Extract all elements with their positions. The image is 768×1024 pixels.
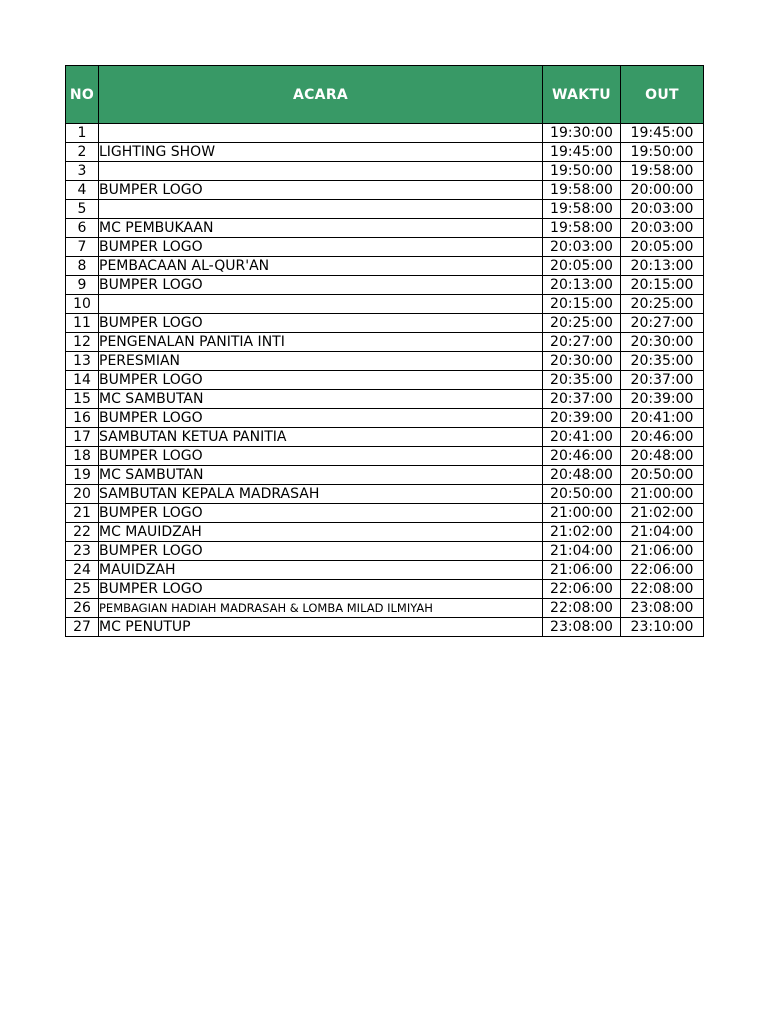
row-number: 17 bbox=[66, 428, 99, 447]
row-acara: BUMPER LOGO bbox=[99, 447, 543, 466]
row-acara: BUMPER LOGO bbox=[99, 238, 543, 257]
row-waktu: 22:08:00 bbox=[543, 599, 621, 618]
header-no: NO bbox=[66, 66, 99, 124]
row-waktu: 20:15:00 bbox=[543, 295, 621, 314]
row-waktu: 20:13:00 bbox=[543, 276, 621, 295]
row-waktu: 19:30:00 bbox=[543, 124, 621, 143]
row-out: 19:45:00 bbox=[621, 124, 704, 143]
row-acara: BUMPER LOGO bbox=[99, 276, 543, 295]
row-acara bbox=[99, 200, 543, 219]
table-row bbox=[66, 561, 704, 580]
table-row bbox=[66, 504, 704, 523]
row-waktu: 20:27:00 bbox=[543, 333, 621, 352]
row-waktu: 22:06:00 bbox=[543, 580, 621, 599]
table-row bbox=[66, 447, 704, 466]
row-out: 20:39:00 bbox=[621, 390, 704, 409]
row-acara: PEMBAGIAN HADIAH MADRASAH & LOMBA MILAD ILMIYAH bbox=[99, 599, 543, 618]
row-acara: BUMPER LOGO bbox=[99, 181, 543, 200]
row-number: 12 bbox=[66, 333, 99, 352]
table-row bbox=[66, 409, 704, 428]
row-out: 21:00:00 bbox=[621, 485, 704, 504]
row-number: 5 bbox=[66, 200, 99, 219]
row-acara: BUMPER LOGO bbox=[99, 314, 543, 333]
row-waktu: 19:58:00 bbox=[543, 200, 621, 219]
row-number: 26 bbox=[66, 599, 99, 618]
row-acara: MC SAMBUTAN bbox=[99, 466, 543, 485]
row-out: 22:08:00 bbox=[621, 580, 704, 599]
table-row bbox=[66, 219, 704, 238]
row-number: 18 bbox=[66, 447, 99, 466]
row-number: 10 bbox=[66, 295, 99, 314]
row-waktu: 20:05:00 bbox=[543, 257, 621, 276]
row-number: 1 bbox=[66, 124, 99, 143]
table-row bbox=[66, 618, 704, 637]
row-out: 20:48:00 bbox=[621, 447, 704, 466]
table-row bbox=[66, 352, 704, 371]
row-out: 20:05:00 bbox=[621, 238, 704, 257]
table-row bbox=[66, 333, 704, 352]
row-number: 15 bbox=[66, 390, 99, 409]
row-acara: BUMPER LOGO bbox=[99, 371, 543, 390]
row-number: 11 bbox=[66, 314, 99, 333]
row-out: 19:58:00 bbox=[621, 162, 704, 181]
row-number: 3 bbox=[66, 162, 99, 181]
row-waktu: 19:58:00 bbox=[543, 219, 621, 238]
row-waktu: 19:45:00 bbox=[543, 143, 621, 162]
row-number: 20 bbox=[66, 485, 99, 504]
row-waktu: 20:48:00 bbox=[543, 466, 621, 485]
table-row bbox=[66, 181, 704, 200]
table-row bbox=[66, 124, 704, 143]
header-row bbox=[66, 66, 704, 124]
row-acara: SAMBUTAN KEPALA MADRASAH bbox=[99, 485, 543, 504]
row-out: 20:50:00 bbox=[621, 466, 704, 485]
row-number: 24 bbox=[66, 561, 99, 580]
table-row bbox=[66, 314, 704, 333]
row-acara: MC PENUTUP bbox=[99, 618, 543, 637]
row-out: 23:10:00 bbox=[621, 618, 704, 637]
row-acara: SAMBUTAN KETUA PANITIA bbox=[99, 428, 543, 447]
table-row bbox=[66, 143, 704, 162]
row-number: 8 bbox=[66, 257, 99, 276]
row-out: 21:02:00 bbox=[621, 504, 704, 523]
table-row bbox=[66, 371, 704, 390]
row-acara: BUMPER LOGO bbox=[99, 409, 543, 428]
row-acara: MAUIDZAH bbox=[99, 561, 543, 580]
row-number: 16 bbox=[66, 409, 99, 428]
row-acara: BUMPER LOGO bbox=[99, 504, 543, 523]
table-row bbox=[66, 428, 704, 447]
row-out: 20:03:00 bbox=[621, 219, 704, 238]
row-out: 19:50:00 bbox=[621, 143, 704, 162]
row-number: 4 bbox=[66, 181, 99, 200]
row-acara: MC SAMBUTAN bbox=[99, 390, 543, 409]
row-number: 13 bbox=[66, 352, 99, 371]
row-out: 20:30:00 bbox=[621, 333, 704, 352]
row-waktu: 20:25:00 bbox=[543, 314, 621, 333]
row-waktu: 19:50:00 bbox=[543, 162, 621, 181]
row-out: 21:04:00 bbox=[621, 523, 704, 542]
table-row bbox=[66, 466, 704, 485]
row-number: 6 bbox=[66, 219, 99, 238]
row-number: 19 bbox=[66, 466, 99, 485]
row-number: 21 bbox=[66, 504, 99, 523]
row-out: 20:41:00 bbox=[621, 409, 704, 428]
row-acara: PENGENALAN PANITIA INTI bbox=[99, 333, 543, 352]
row-out: 20:15:00 bbox=[621, 276, 704, 295]
row-number: 22 bbox=[66, 523, 99, 542]
row-acara: BUMPER LOGO bbox=[99, 542, 543, 561]
row-number: 14 bbox=[66, 371, 99, 390]
row-waktu: 21:00:00 bbox=[543, 504, 621, 523]
row-waktu: 19:58:00 bbox=[543, 181, 621, 200]
row-out: 20:13:00 bbox=[621, 257, 704, 276]
row-number: 25 bbox=[66, 580, 99, 599]
row-out: 23:08:00 bbox=[621, 599, 704, 618]
row-acara: PERESMIAN bbox=[99, 352, 543, 371]
row-waktu: 21:06:00 bbox=[543, 561, 621, 580]
table-row bbox=[66, 295, 704, 314]
row-waktu: 21:04:00 bbox=[543, 542, 621, 561]
table-row bbox=[66, 599, 704, 618]
header-out: OUT bbox=[621, 66, 704, 124]
header-acara: ACARA bbox=[99, 66, 543, 124]
row-number: 7 bbox=[66, 238, 99, 257]
row-acara: MC MAUIDZAH bbox=[99, 523, 543, 542]
row-out: 20:25:00 bbox=[621, 295, 704, 314]
row-waktu: 20:03:00 bbox=[543, 238, 621, 257]
row-out: 20:46:00 bbox=[621, 428, 704, 447]
row-acara: LIGHTING SHOW bbox=[99, 143, 543, 162]
row-waktu: 20:39:00 bbox=[543, 409, 621, 428]
row-waktu: 20:37:00 bbox=[543, 390, 621, 409]
row-acara: MC PEMBUKAAN bbox=[99, 219, 543, 238]
row-number: 27 bbox=[66, 618, 99, 637]
row-waktu: 21:02:00 bbox=[543, 523, 621, 542]
table-row bbox=[66, 257, 704, 276]
row-waktu: 20:30:00 bbox=[543, 352, 621, 371]
table-row bbox=[66, 580, 704, 599]
row-number: 9 bbox=[66, 276, 99, 295]
row-number: 2 bbox=[66, 143, 99, 162]
header-waktu: WAKTU bbox=[543, 66, 621, 124]
row-acara: BUMPER LOGO bbox=[99, 580, 543, 599]
table-row bbox=[66, 542, 704, 561]
row-waktu: 23:08:00 bbox=[543, 618, 621, 637]
row-waktu: 20:41:00 bbox=[543, 428, 621, 447]
row-out: 20:35:00 bbox=[621, 352, 704, 371]
row-out: 21:06:00 bbox=[621, 542, 704, 561]
row-waktu: 20:35:00 bbox=[543, 371, 621, 390]
row-acara bbox=[99, 124, 543, 143]
row-acara bbox=[99, 295, 543, 314]
table-row bbox=[66, 276, 704, 295]
row-out: 20:03:00 bbox=[621, 200, 704, 219]
table-row bbox=[66, 162, 704, 181]
schedule-table bbox=[65, 65, 704, 637]
row-acara bbox=[99, 162, 543, 181]
row-waktu: 20:46:00 bbox=[543, 447, 621, 466]
row-acara: PEMBACAAN AL-QUR'AN bbox=[99, 257, 543, 276]
schedule-sheet bbox=[65, 65, 703, 637]
table-row bbox=[66, 238, 704, 257]
table-row bbox=[66, 485, 704, 504]
schedule-body bbox=[66, 124, 704, 637]
row-out: 22:06:00 bbox=[621, 561, 704, 580]
row-number: 23 bbox=[66, 542, 99, 561]
table-row bbox=[66, 390, 704, 409]
row-out: 20:00:00 bbox=[621, 181, 704, 200]
row-waktu: 20:50:00 bbox=[543, 485, 621, 504]
row-out: 20:27:00 bbox=[621, 314, 704, 333]
table-row bbox=[66, 200, 704, 219]
row-out: 20:37:00 bbox=[621, 371, 704, 390]
table-row bbox=[66, 523, 704, 542]
